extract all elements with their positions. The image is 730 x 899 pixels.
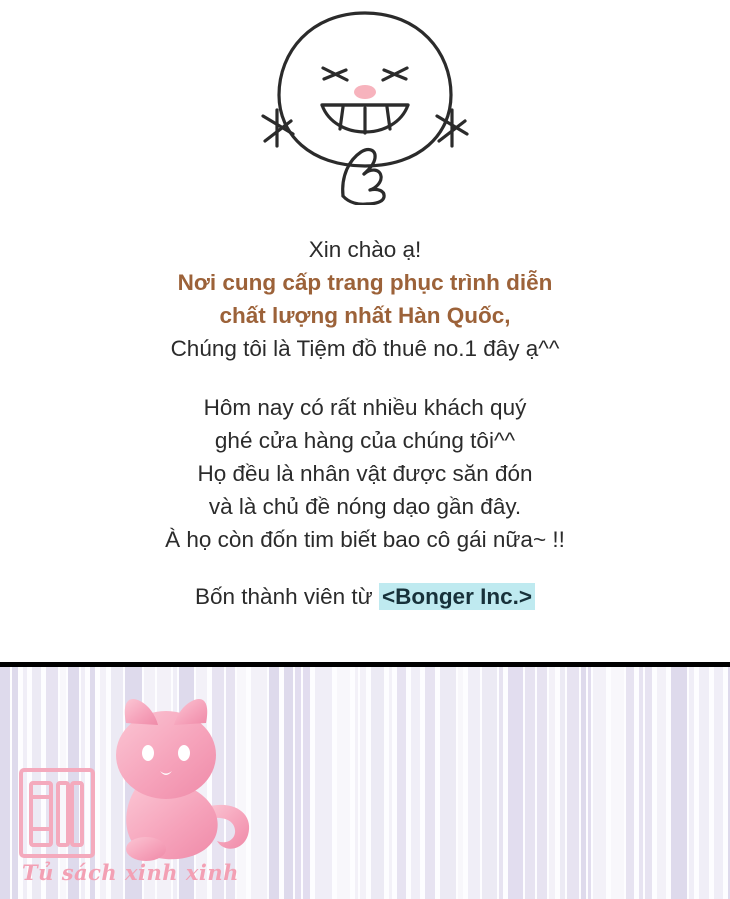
stripe bbox=[626, 667, 634, 899]
books-illustration bbox=[18, 767, 96, 864]
body-line-5: À họ còn đốn tim biết bao cô gái nữa~ !! bbox=[165, 527, 565, 552]
stripe bbox=[389, 667, 392, 899]
stripe bbox=[639, 667, 643, 899]
stripe bbox=[581, 667, 586, 899]
paragraph-spacer bbox=[0, 365, 730, 391]
stripe bbox=[482, 667, 497, 899]
stripe bbox=[371, 667, 384, 899]
stripe bbox=[337, 667, 350, 899]
stripe bbox=[549, 667, 555, 899]
accent-line-1: Nơi cung cấp trang phục trình diễn bbox=[177, 270, 553, 295]
stripe bbox=[699, 667, 709, 899]
stripe bbox=[525, 667, 535, 899]
stripe bbox=[689, 667, 694, 899]
stripe bbox=[397, 667, 406, 899]
stripe bbox=[458, 667, 463, 899]
body-line-4: và là chủ đề nóng dạo gần đây. bbox=[208, 494, 522, 519]
stripe bbox=[611, 667, 624, 899]
stripe bbox=[315, 667, 332, 899]
stripe bbox=[411, 667, 420, 899]
pink-cat-icon bbox=[78, 689, 268, 869]
brand-watermark: Tủ sách xinh xinh bbox=[22, 860, 239, 885]
stripe bbox=[593, 667, 606, 899]
stripe bbox=[645, 667, 652, 899]
stripe bbox=[671, 667, 687, 899]
body-line-1: Hôm nay có rất nhiều khách quý bbox=[203, 395, 527, 420]
stripe bbox=[560, 667, 565, 899]
stripe bbox=[499, 667, 503, 899]
greeting-line: Xin chào ạ! bbox=[308, 237, 422, 262]
stripe bbox=[425, 667, 435, 899]
stripe bbox=[567, 667, 579, 899]
smiling-character-icon bbox=[215, 0, 515, 205]
stripe bbox=[360, 667, 366, 899]
stripe bbox=[269, 667, 279, 899]
stripe bbox=[508, 667, 523, 899]
accent-line-2: chất lượng nhất Hàn Quốc, bbox=[219, 303, 511, 328]
stripe bbox=[468, 667, 480, 899]
body-line-2: ghé cửa hàng của chúng tôi^^ bbox=[214, 428, 516, 453]
stripe bbox=[537, 667, 547, 899]
body-line-3: Họ đều là nhân vật được săn đón bbox=[197, 461, 533, 486]
final-prefix: Bốn thành viên từ bbox=[195, 584, 379, 609]
books-icon bbox=[18, 767, 96, 859]
cat-illustration bbox=[78, 689, 268, 874]
stripe bbox=[714, 667, 723, 899]
stripe bbox=[355, 667, 358, 899]
stripe bbox=[440, 667, 456, 899]
illustration-area bbox=[0, 0, 730, 215]
stripe bbox=[284, 667, 293, 899]
stripe bbox=[303, 667, 310, 899]
message-block bbox=[0, 215, 730, 613]
intro-line: Chúng tôi là Tiệm đồ thuê no.1 đây ạ^^ bbox=[170, 336, 560, 361]
stripe bbox=[0, 667, 10, 899]
bottom-banner bbox=[0, 662, 730, 899]
stripe bbox=[295, 667, 301, 899]
company-highlight: <Bonger Inc.> bbox=[379, 583, 535, 610]
stripe bbox=[588, 667, 591, 899]
final-line bbox=[0, 580, 730, 613]
stripe bbox=[657, 667, 666, 899]
